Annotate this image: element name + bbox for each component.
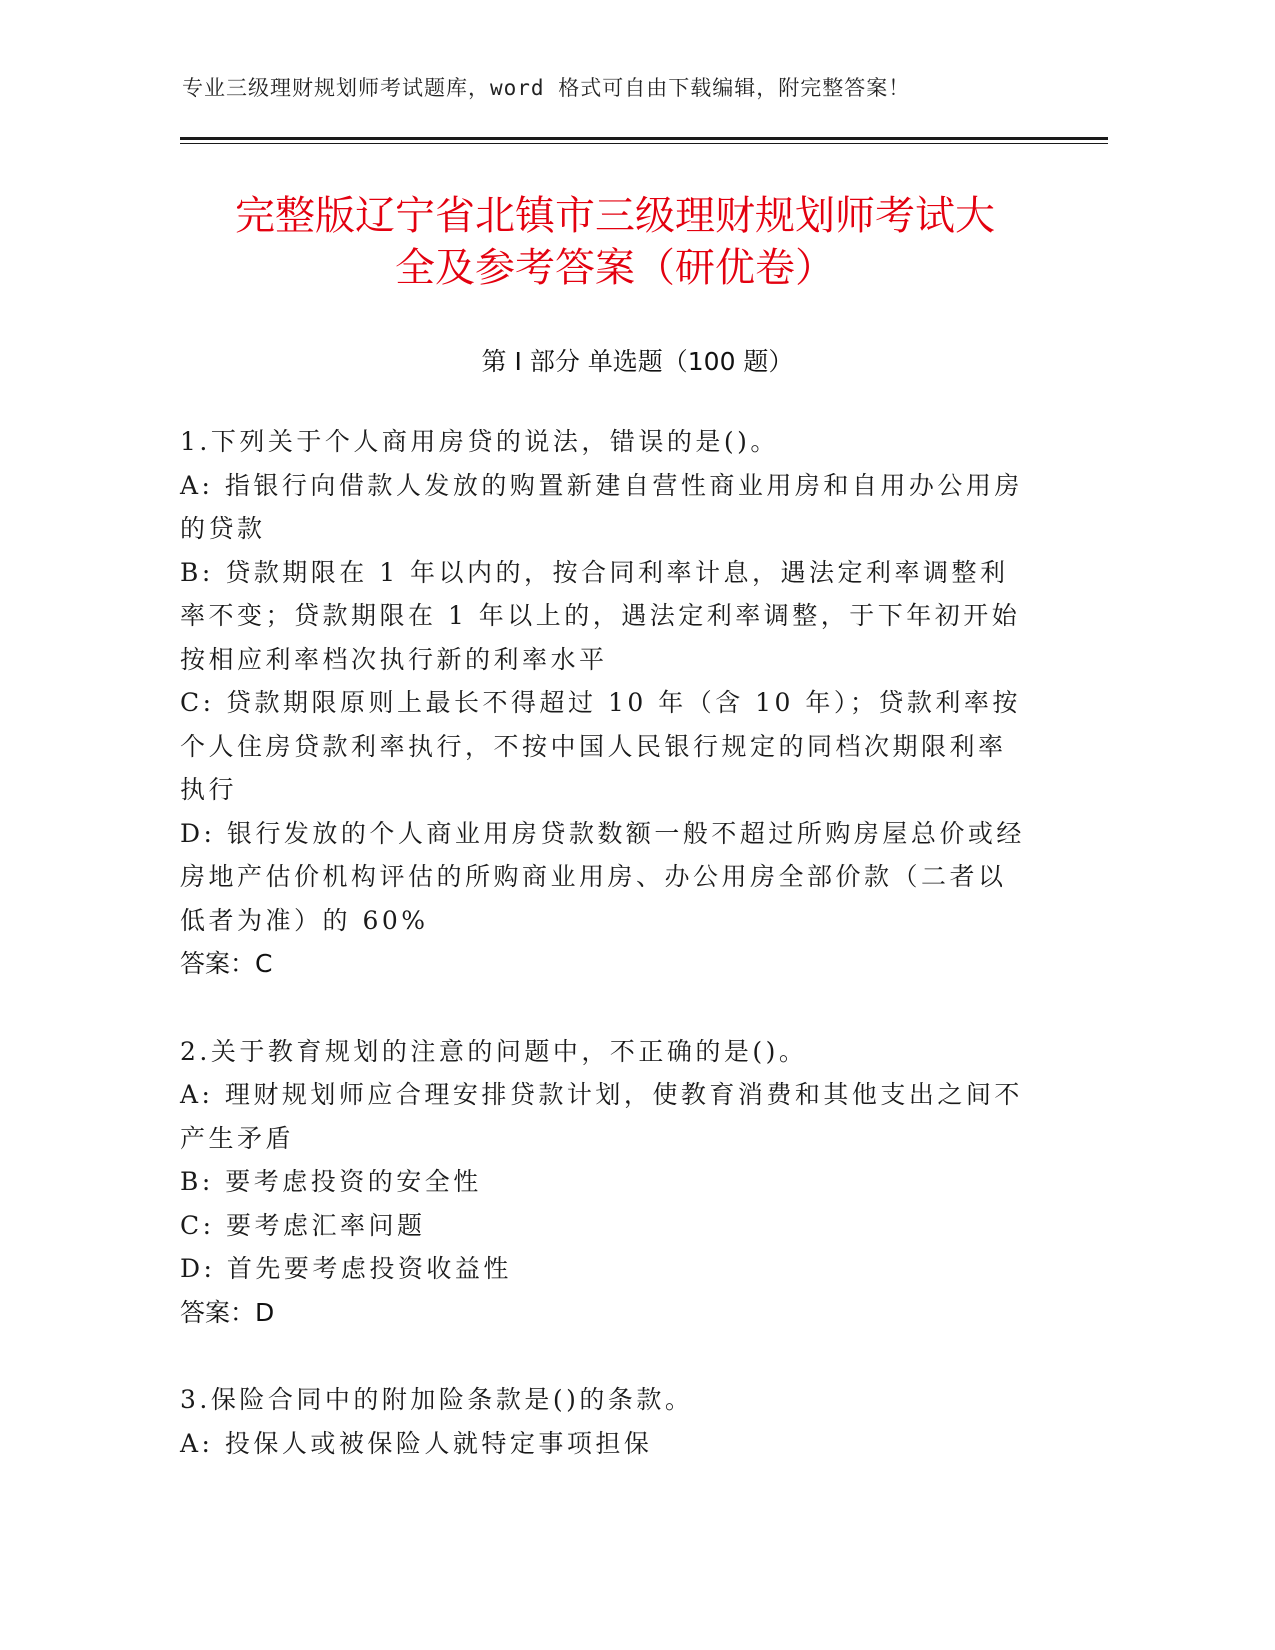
option-c: C: 要考虑汇率问题 (180, 1210, 426, 1240)
option-d: D: 银行发放的个人商业用房贷款数额一般不超过所购房屋总价或经房地产估价机构评估的所购商业用房、办公用房全部价款（二者以低者为准）的 60% (180, 818, 1025, 935)
document-title (190, 190, 1040, 294)
question-3 (180, 1378, 1030, 1465)
option-d: D: 首先要考虑投资收益性 (180, 1254, 512, 1283)
question-stem: 1.下列关于个人商用房贷的说法，错误的是()。 (180, 427, 779, 456)
option-c: C: 贷款期限原则上最长不得超过 10 年（含 10 年）；贷款利率按个人住房贷款利率执行，不按中国人民银行规定的同档次期限利率执行 (180, 688, 1021, 804)
question-2 (180, 1030, 1030, 1335)
question-1 (180, 420, 1030, 986)
header-note: 专业三级理财规划师考试题库，word 格式可自由下载编辑，附完整答案！ (182, 76, 911, 100)
option-a: A: 理财规划师应合理安排贷款计划，使教育消费和其他支出之间不产生矛盾 (180, 1080, 1023, 1153)
option-b: B: 贷款期限在 1 年以内的，按合同利率计息，遇法定利率调整利率不变；贷款期限在 1 年以上的，遇法定利率调整，于下年初开始按相应利率档次执行新的利率水平 (180, 557, 1021, 674)
document-title-line-2: 全及参考答案（研优卷） (395, 245, 835, 291)
option-a: A: 投保人或被保险人就特定事项担保 (180, 1428, 653, 1458)
question-list (180, 420, 1030, 1509)
section-heading: 第 I 部分 单选题（100 题） (481, 347, 794, 376)
document-title-line-1: 完整版辽宁省北镇市三级理财规划师考试大 (235, 193, 995, 239)
question-stem: 3.保险合同中的附加险条款是()的条款。 (180, 1385, 694, 1414)
header-divider-thick (180, 137, 1108, 140)
answer: 答案：C (180, 949, 273, 978)
option-a: A: 指银行向借款人发放的购置新建自营性商业用房和自用办公用房的贷款 (180, 470, 1023, 543)
header-divider-thin (180, 143, 1108, 144)
option-b: B: 要考虑投资的安全性 (180, 1167, 482, 1196)
question-stem: 2.关于教育规划的注意的问题中，不正确的是()。 (180, 1036, 808, 1066)
answer: 答案：D (180, 1297, 275, 1327)
